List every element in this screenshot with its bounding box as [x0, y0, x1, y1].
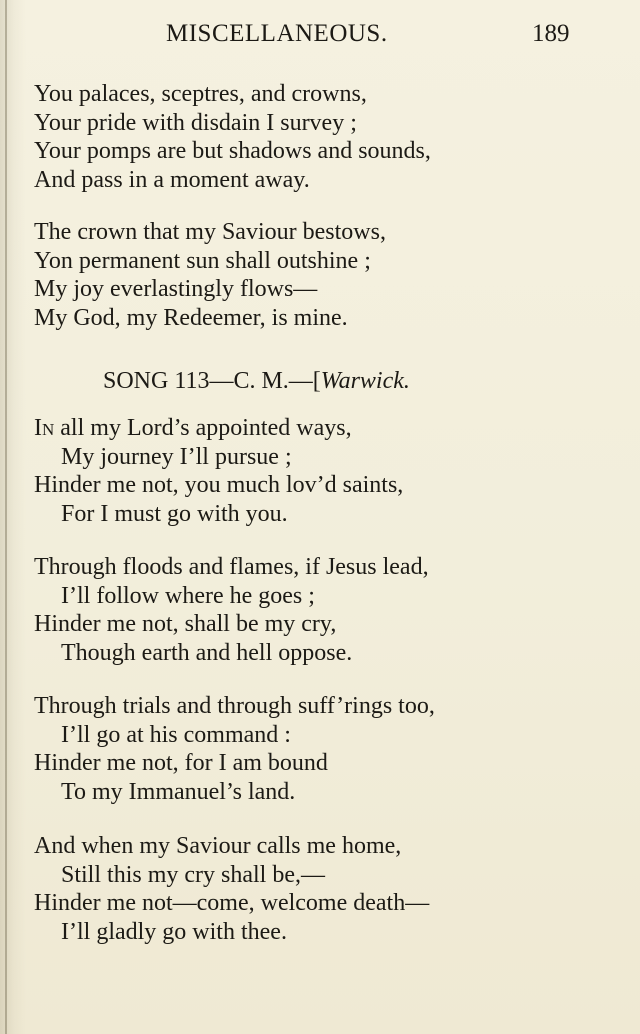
running-header: [0, 20, 640, 56]
verse-line: Through trials and through suff’rings too,: [34, 693, 435, 719]
song-stanza-2: [34, 553, 624, 667]
verse-line: Your pomps are but shadows and sounds,: [34, 138, 431, 164]
verse-line: Though earth and hell oppose.: [61, 639, 353, 666]
song-stanza-1: [34, 414, 624, 528]
section-title: MISCELLANEOUS.: [166, 20, 388, 47]
verse-line: I’ll follow where he goes ;: [61, 582, 315, 609]
verse-line: Hinder me not, for I am bound: [34, 750, 328, 776]
song-heading: [103, 368, 410, 395]
verse-line: Still this my cry shall be,—: [61, 861, 325, 888]
verse-line: My God, my Redeemer, is mine.: [34, 304, 348, 331]
verse-line: Your pride with disdain I survey ;: [34, 109, 357, 136]
verse-line: I’ll gladly go with thee.: [61, 918, 287, 945]
verse-line: And pass in a moment away.: [34, 166, 310, 193]
verse-line: Hinder me not—come, welcome death—: [34, 890, 430, 916]
page-gutter: [5, 0, 7, 1034]
verse-line: I’ll go at his command :: [61, 721, 291, 748]
song-number-meter: SONG 113—C. M.—[: [103, 368, 321, 394]
song-stanza-4: [34, 832, 624, 946]
tune-name: Warwick.: [320, 368, 410, 394]
page-number: 189: [532, 20, 570, 47]
verse-line: [34, 414, 624, 443]
verse-line: To my Immanuel’s land.: [61, 778, 296, 805]
verse-line: The crown that my Saviour bestows,: [34, 219, 386, 245]
song-stanza-3: [34, 692, 624, 806]
verse-line: Hinder me not, you much lov’d saints,: [34, 472, 404, 498]
verse-line: Yon permanent sun shall outshine ;: [34, 247, 371, 274]
stanza-1: [34, 80, 624, 194]
drop-word: In: [34, 415, 55, 441]
verse-line: For I must go with you.: [61, 500, 288, 527]
verse-line: Through floods and flames, if Jesus lead,: [34, 554, 429, 580]
verse-line: And when my Saviour calls me home,: [34, 833, 402, 859]
verse-line-rest: all my Lord’s appointed ways,: [54, 415, 352, 441]
verse-line: Hinder me not, shall be my cry,: [34, 611, 337, 637]
verse-line: My journey I’ll pursue ;: [61, 443, 292, 470]
verse-line: You palaces, sceptres, and crowns,: [34, 81, 367, 107]
verse-line: My joy everlastingly flows—: [34, 276, 318, 302]
stanza-2: [34, 218, 624, 332]
